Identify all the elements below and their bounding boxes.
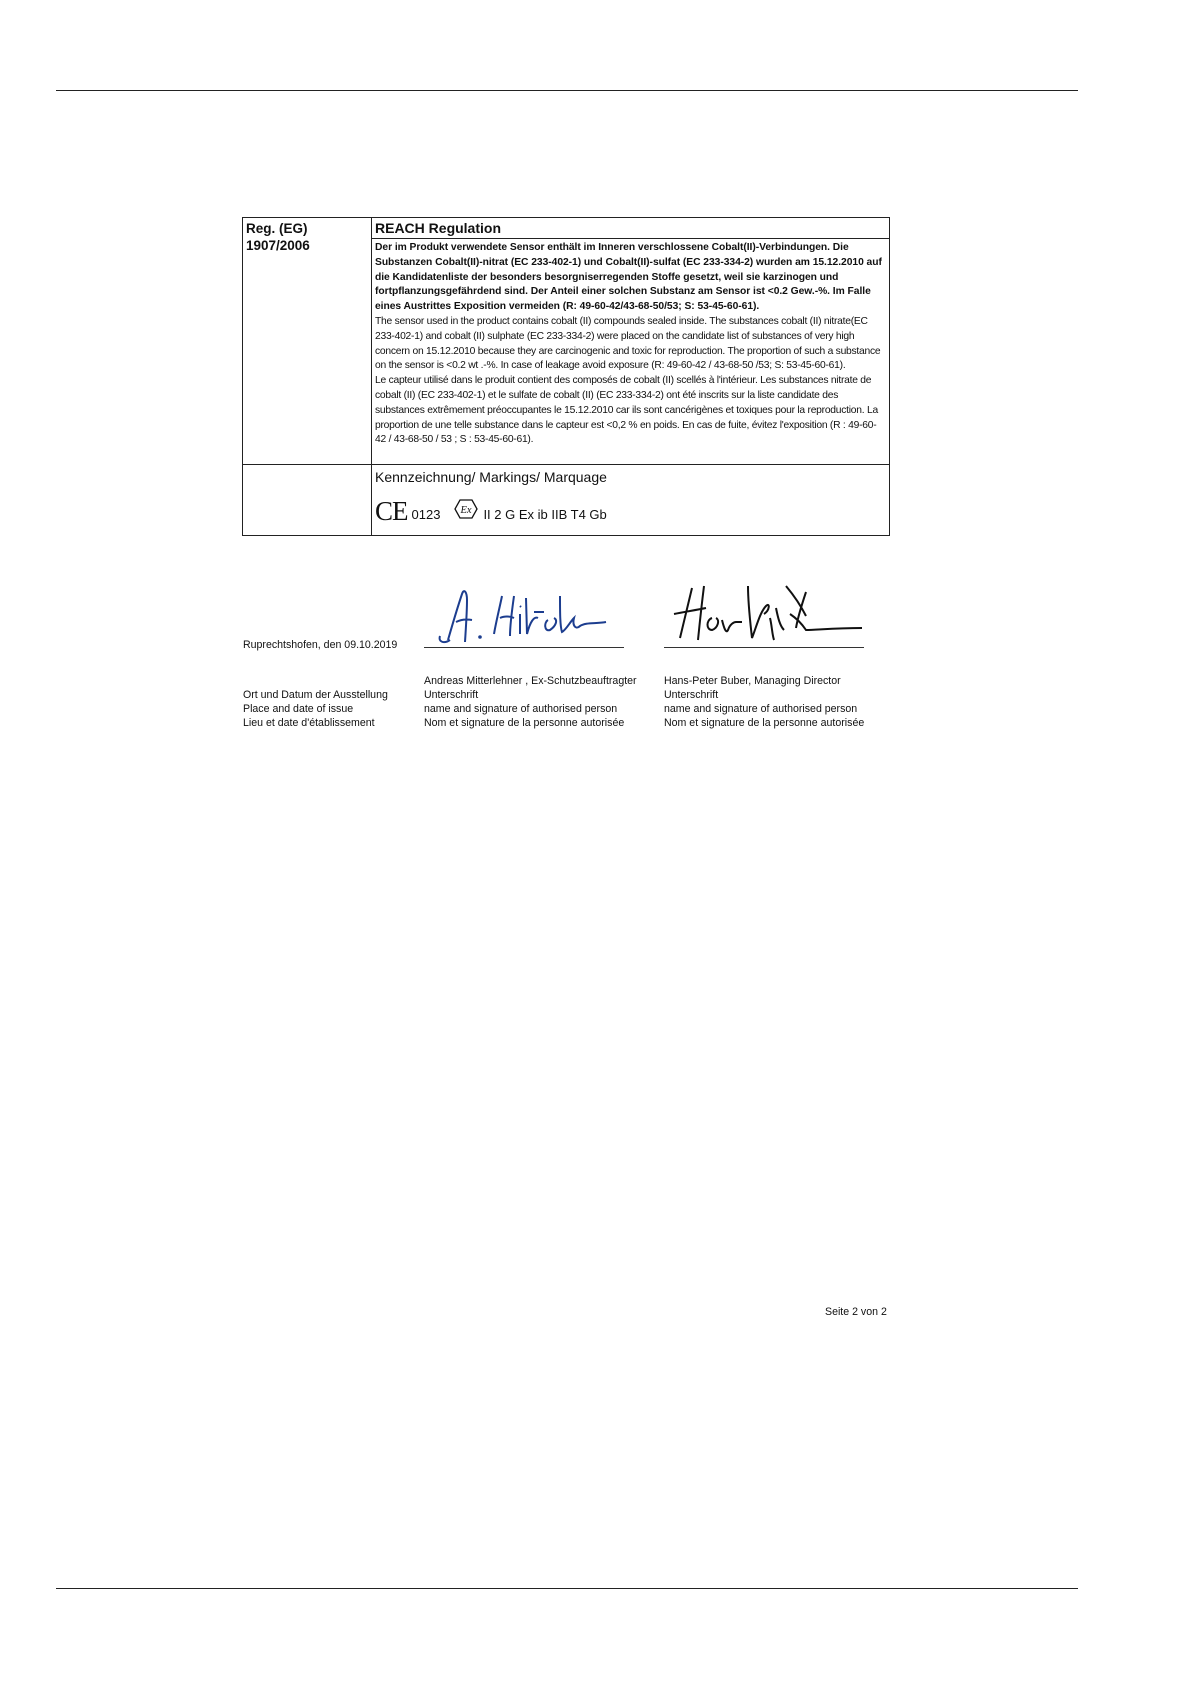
ex-hexagon-icon	[454, 499, 478, 519]
reach-text-english: The sensor used in the product contains cobalt (II) compounds sealed inside. The substances cobalt (II) nitrate(EC 233-402-1) and cobalt (II) sulphate (EC 233-334-2) were placed on the candidate list of substances of very high concern on 15.12.2010 because they are carcinogenic and toxic for reproduction. The proportion of such a substance on the sensor is <0.2 wt .-%. In case of leakage avoid exposure (R: 49-60-42 / 43-68-50 /53; S: 53-45-60-61).	[375, 315, 881, 372]
signer2-label-german: Unterschrift	[664, 689, 719, 701]
reach-title-cell	[372, 218, 890, 239]
header-rule	[56, 90, 1078, 91]
signature-buber	[666, 578, 866, 650]
reach-title: REACH Regulation	[375, 220, 501, 236]
signature-line-1	[424, 647, 624, 648]
signer2-label-english: name and signature of authorised person	[664, 703, 858, 715]
issue-label-french: Lieu et date d'établissement	[243, 717, 375, 729]
markings-cell	[372, 465, 890, 536]
ce-mark-icon: CE	[375, 496, 408, 527]
regulation-number-line2: 1907/2006	[246, 238, 310, 253]
regulation-reference-cell	[243, 218, 372, 465]
markings-empty-cell	[243, 465, 372, 536]
page-number: Seite 2 von 2	[825, 1306, 887, 1318]
notified-body-number: 0123	[411, 507, 441, 523]
issue-label-english: Place and date of issue	[243, 703, 354, 715]
ex-mark-text: Ex	[460, 505, 472, 517]
signer2-label-french: Nom et signature de la personne autorisée	[664, 717, 865, 729]
regulation-number-line1: Reg. (EG)	[246, 221, 308, 236]
reach-text-french: Le capteur utilisé dans le produit contient des composés de cobalt (II) scellés à l'intérieur. Les substances nitrate de cobalt (II) (EC 233-402-1) et le sulfate de cobalt (II) (EC 233-334-2) ont été inscrits sur la liste candidate des substances extrêmement préoccupantes le 15.12.2010 car ils sont cancérigènes et toxiques pour la reproduction. La proportion de une telle substance dans le capteur est <0,2 % en poids. En cas de fuite, évitez l'exposition (R : 49-60-42 / 43-68-50 / 53 ; S : 53-45-60-61).	[375, 375, 878, 446]
reach-text-cell	[372, 239, 890, 465]
signer1-label-french: Nom et signature de la personne autorisée	[424, 717, 625, 729]
reach-text-german: Der im Produkt verwendete Sensor enthält im Inneren verschlossene Cobalt(II)-Verbindungen. Die Substanzen Cobalt(II)-nitrat (EC 233-402-1) und Cobalt(II)-sulfat (EC 233-334-2) wurden am 15.12.2010 auf die Kandidatenliste der besonders besorgniserregenden Stoffe gesetzt, weil sie karzinogen und fortpflanzungsgefährdend sind. Der Anteil einer solchen Substanz am Sensor ist <0.2 Gew.-%. Im Falle eines Austrittes Exposition vermeiden (R: 49-60-42/43-68-50/53; S: 53-45-60-61).	[375, 242, 882, 313]
markings-row	[375, 496, 886, 527]
signer1-name-role: Andreas Mitterlehner , Ex-Schutzbeauftragter	[424, 675, 637, 687]
atex-marking-text: II 2 G Ex ib IIB T4 Gb	[483, 507, 607, 523]
footer-rule	[56, 1588, 1078, 1589]
issue-label-german: Ort und Datum der Ausstellung	[243, 689, 388, 701]
signer1-label-english: name and signature of authorised person	[424, 703, 618, 715]
signature-mitterlehner	[430, 582, 620, 652]
place-date-of-issue: Ruprechtshofen, den 09.10.2019	[243, 639, 398, 651]
signer2-name-role: Hans-Peter Buber, Managing Director	[664, 675, 841, 687]
markings-title: Kennzeichnung/ Markings/ Marquage	[375, 469, 607, 486]
signature-line-2	[664, 647, 864, 648]
signer1-label-german: Unterschrift	[424, 689, 479, 701]
reach-table	[242, 217, 890, 536]
